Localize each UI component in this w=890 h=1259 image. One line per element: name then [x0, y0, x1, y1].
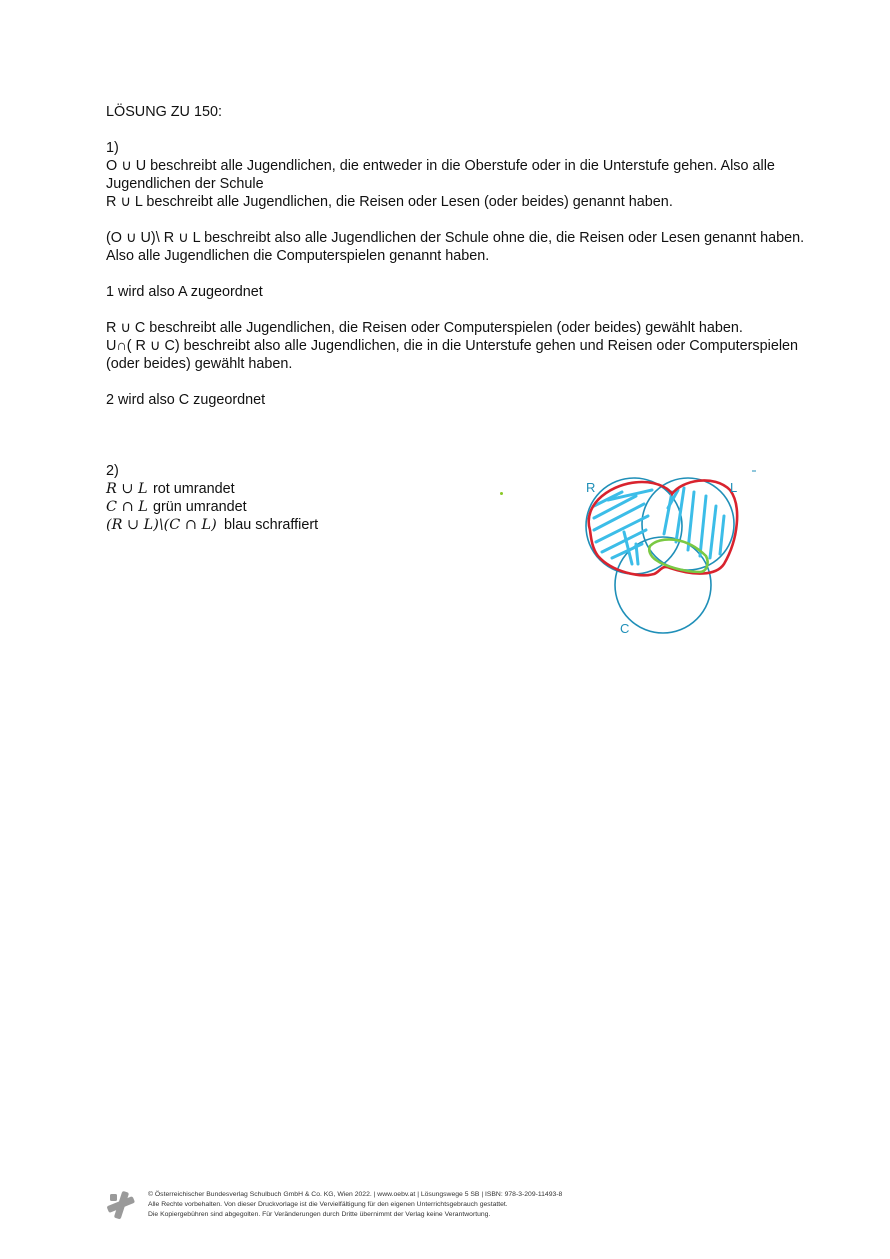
heading: LÖSUNG ZU 150: [106, 104, 222, 120]
line-r-union-l: R ∪ L beschreibt alle Jugendlichen, die Reisen oder Lesen (oder beides) genannt haben. [106, 194, 673, 210]
legend-desc: blau schraffiert [224, 517, 319, 533]
result-1: 1 wird also A zugeordnet [106, 284, 263, 300]
result-2: 2 wird also C zugeordnet [106, 392, 266, 408]
legend-row [106, 498, 318, 516]
label-l: L [730, 480, 738, 495]
circle-l [642, 478, 734, 570]
legend-expr: R ∪ L [106, 481, 148, 497]
venn-diagram [560, 460, 780, 640]
legend-row [106, 516, 318, 534]
label-c: C [620, 621, 630, 636]
blue-hatching [594, 488, 724, 564]
stray-dot [500, 492, 503, 495]
legend-row [106, 480, 318, 498]
part1-label: 1) [106, 140, 119, 156]
footer-line: © Österreichischer Bundesverlag Schulbuch GmbH & Co. KG, Wien 2022. | www.oebv.at | Lösungswege 5 SB | ISBN: 978-3-209-11493-8 [148, 1191, 563, 1198]
part2-label: 2) [106, 463, 119, 479]
line-r-union-c: R ∪ C beschreibt alle Jugendlichen, die Reisen oder Computerspielen (oder beides) gewählt haben. [106, 320, 743, 336]
part2 [106, 462, 318, 534]
line-u-intersect-rc: U∩( R ∪ C) beschreibt also alle Jugendlichen, die in die Unterstufe gehen und Reisen oder Computerspielen (oder beides) gewählt haben. [106, 338, 799, 372]
footer [106, 1188, 706, 1222]
legend-expr: (R ∪ L)\(C ∩ L) [106, 517, 217, 533]
footer-text [148, 1190, 562, 1221]
legend-expr: C ∩ L [106, 499, 148, 515]
footer-line: Die Kopiergebühren sind abgegolten. Für Veränderungen durch Dritte übernimmt der Verlag keine Verantwortung. [148, 1211, 491, 1219]
footer-line: Alle Rechte vorbehalten. Von dieser Druckvorlage ist die Vervielfältigung für den eigenen Unterrichtsgebrauch gestattet. [148, 1201, 508, 1209]
legend-desc: rot umrandet [153, 481, 235, 497]
publisher-logo-icon [106, 1190, 136, 1220]
line-o-union-u: O ∪ U beschreibt alle Jugendlichen, die entweder in die Oberstufe oder in die Unterstufe gehen. Also alle Jugendlichen der Schule [106, 158, 775, 192]
line-difference: (O ∪ U)\ R ∪ L beschreibt also alle Jugendlichen der Schule ohne die, die Reisen oder Lesen genannt haben. Also alle Jugendlichen die Computerspielen genannt haben. [106, 230, 805, 264]
legend-desc: grün umrandet [153, 499, 247, 515]
solution-text [106, 103, 826, 409]
label-r: R [586, 480, 596, 495]
